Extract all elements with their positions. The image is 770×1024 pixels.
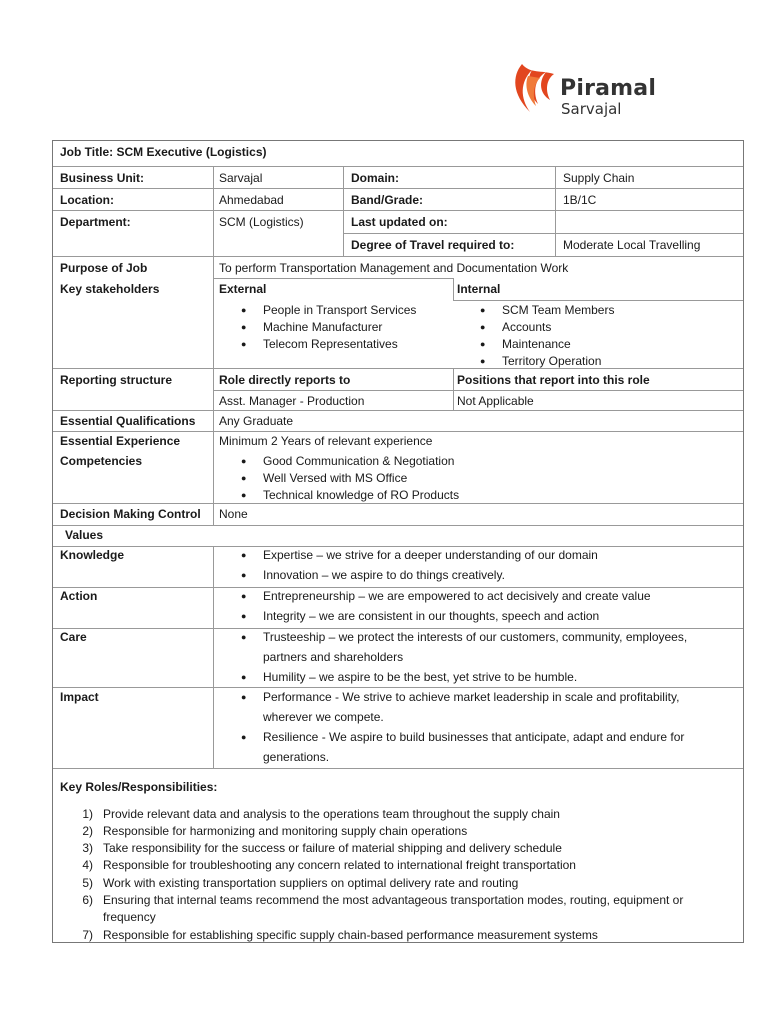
- list-number: 1): [82, 807, 93, 821]
- value-item: Innovation – we aspire to do things creatively.: [263, 568, 505, 582]
- knowledge-label: Knowledge: [60, 548, 125, 562]
- impact-label: Impact: [60, 690, 99, 704]
- last-updated-label: Last updated on:: [351, 215, 448, 229]
- bullet-icon: ●: [241, 732, 247, 742]
- decision-value: None: [219, 507, 248, 521]
- responsibility-item: Responsible for establishing specific supply chain-based performance measurement systems: [103, 928, 598, 942]
- responsibilities-heading: Key Roles/Responsibilities:: [60, 780, 218, 794]
- external-label: External: [219, 282, 267, 296]
- location-label: Location:: [60, 193, 114, 207]
- value-item-continued: generations.: [263, 750, 330, 764]
- decision-label: Decision Making Control: [60, 507, 201, 521]
- list-number: 2): [82, 824, 93, 838]
- responsibility-item: Provide relevant data and analysis to the operations team throughout the supply chain: [103, 807, 560, 821]
- positions-value: Not Applicable: [457, 394, 534, 408]
- competencies-label: Competencies: [60, 454, 143, 468]
- external-stakeholder: Machine Manufacturer: [263, 320, 383, 334]
- external-stakeholder: People in Transport Services: [263, 303, 417, 317]
- piramal-logo: [508, 60, 668, 118]
- reports-to-value: Asst. Manager - Production: [219, 394, 365, 408]
- list-number: 3): [82, 841, 93, 855]
- bullet-icon: ●: [241, 672, 247, 682]
- bullet-icon: ●: [241, 550, 247, 560]
- value-item: Humility – we aspire to be the best, yet strive to be humble.: [263, 670, 578, 684]
- experience-label: Essential Experience: [60, 434, 181, 448]
- brand-subname: Sarvajal: [561, 100, 622, 118]
- bullet-icon: ●: [241, 322, 247, 332]
- external-stakeholder: Telecom Representatives: [263, 337, 398, 351]
- bullet-icon: ●: [241, 305, 247, 315]
- bullet-icon: ●: [241, 611, 247, 621]
- internal-stakeholder: SCM Team Members: [502, 303, 615, 317]
- value-item: Entrepreneurship – we are empowered to act decisively and create value: [263, 589, 651, 603]
- value-item-continued: wherever we compete.: [263, 710, 384, 724]
- responsibility-item: Take responsibility for the success or failure of material shipping and delivery schedule: [103, 841, 562, 855]
- action-label: Action: [60, 589, 98, 603]
- competency-item: Technical knowledge of RO Products: [263, 488, 460, 502]
- list-number: 4): [82, 858, 93, 872]
- responsibility-item: Work with existing transportation suppliers on optimal delivery rate and routing: [103, 876, 519, 890]
- job-description-table: [52, 140, 744, 943]
- experience-value: Minimum 2 Years of relevant experience: [219, 434, 433, 448]
- stakeholders-label: Key stakeholders: [60, 282, 160, 296]
- internal-stakeholder: Maintenance: [502, 337, 571, 351]
- responsibility-item-continued: frequency: [103, 910, 156, 924]
- bullet-icon: ●: [241, 692, 247, 702]
- care-label: Care: [60, 630, 87, 644]
- qualifications-value: Any Graduate: [219, 414, 294, 428]
- bullet-icon: ●: [241, 490, 247, 500]
- travel-label: Degree of Travel required to:: [351, 238, 515, 252]
- value-item: Resilience - We aspire to build businesses that anticipate, adapt and endure for: [263, 730, 685, 744]
- purpose-value: To perform Transportation Management and Documentation Work: [219, 261, 569, 275]
- bullet-icon: ●: [480, 305, 486, 315]
- bullet-icon: ●: [241, 591, 247, 601]
- internal-label: Internal: [457, 282, 501, 296]
- location-value: Ahmedabad: [219, 193, 284, 207]
- domain-value: Supply Chain: [563, 171, 635, 185]
- bullet-icon: ●: [480, 356, 486, 366]
- competency-item: Well Versed with MS Office: [263, 471, 408, 485]
- bullet-icon: ●: [241, 339, 247, 349]
- bullet-icon: ●: [241, 632, 247, 642]
- value-item: Trusteeship – we protect the interests of our customers, community, employees,: [263, 630, 688, 644]
- internal-stakeholder: Territory Operation: [502, 354, 602, 368]
- purpose-label: Purpose of Job: [60, 261, 148, 275]
- business-unit-label: Business Unit:: [60, 171, 145, 185]
- domain-label: Domain:: [351, 171, 399, 185]
- value-item: Expertise – we strive for a deeper understanding of our domain: [263, 548, 598, 562]
- value-item: Integrity – we are consistent in our thoughts, speech and action: [263, 609, 600, 623]
- reporting-label: Reporting structure: [60, 373, 173, 387]
- values-heading: Values: [65, 528, 104, 542]
- brand-name: Piramal: [560, 76, 657, 101]
- responsibility-item: Responsible for troubleshooting any concern related to international freight transportation: [103, 858, 576, 872]
- department-value: SCM (Logistics): [219, 215, 304, 229]
- piramal-flame-icon: [508, 60, 558, 116]
- bullet-icon: ●: [480, 322, 486, 332]
- competency-item: Good Communication & Negotiation: [263, 454, 455, 468]
- business-unit-value: Sarvajal: [219, 171, 263, 185]
- responsibility-item: Ensuring that internal teams recommend the most advantageous transportation modes, routing, equipment or: [103, 893, 684, 907]
- list-number: 6): [82, 893, 93, 907]
- job-title: Job Title: SCM Executive (Logistics): [60, 145, 267, 159]
- list-number: 7): [82, 928, 93, 942]
- bullet-icon: ●: [480, 339, 486, 349]
- band-grade-value: 1B/1C: [563, 193, 597, 207]
- positions-label: Positions that report into this role: [457, 373, 650, 387]
- qualifications-label: Essential Qualifications: [60, 414, 196, 428]
- value-item: Performance - We strive to achieve market leadership in scale and profitability,: [263, 690, 680, 704]
- bullet-icon: ●: [241, 456, 247, 466]
- list-number: 5): [82, 876, 93, 890]
- reports-to-label: Role directly reports to: [219, 373, 351, 387]
- travel-value: Moderate Local Travelling: [563, 238, 701, 252]
- bullet-icon: ●: [241, 473, 247, 483]
- department-label: Department:: [60, 215, 131, 229]
- internal-stakeholder: Accounts: [502, 320, 552, 334]
- value-item-continued: partners and shareholders: [263, 650, 404, 664]
- band-grade-label: Band/Grade:: [351, 193, 424, 207]
- responsibility-item: Responsible for harmonizing and monitoring supply chain operations: [103, 824, 468, 838]
- bullet-icon: ●: [241, 570, 247, 580]
